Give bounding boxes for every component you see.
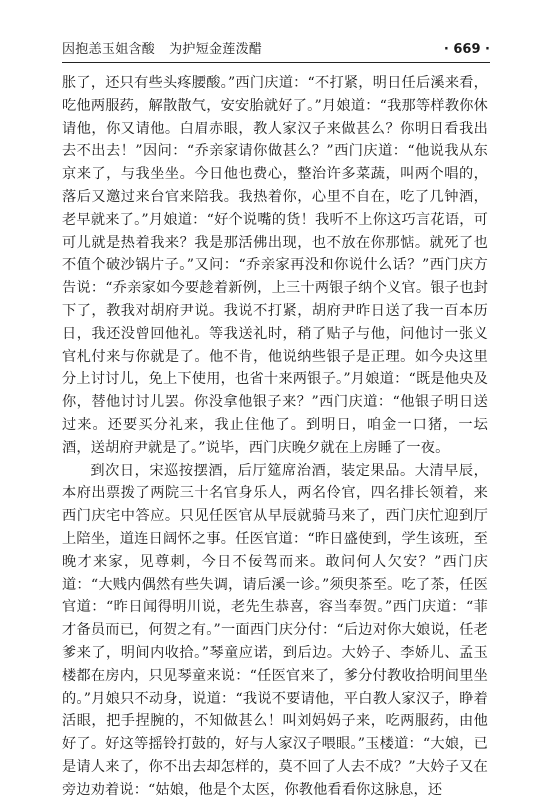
body-text bbox=[62, 72, 488, 798]
page-number: · 669 · bbox=[443, 42, 490, 57]
chapter-title bbox=[62, 38, 262, 57]
paragraph: 到次日，宋巡按摆酒，后厅筵席治酒，装定果品。大清早辰，本府出票拨了两院三十名官身乐人，两名伶官，四名排长领着，来西门庆宅中答应。只见任医官从早辰就骑马来了，西门庆忙迎到厅上陪坐，道连日阔怀之事。任医官道：“昨日盛使到，学生该班，至晚才来家，见尊刺，今日不佞驾而来。敢问何人欠安？”西门庆道：“大贱内偶然有些失调，请后溪一诊。”须臾茶至。吃了茶，任医官道：“昨日闻得明川说，老先生恭喜，容当奉贺。”西门庆道：“菲才备员而已，何贺之有。”一面西门庆分付：“后边对你大娘说，任老爹来了，明间内收拾。”琴童应诺，到后边。大妗子、李娇儿、孟玉楼都在房内，只见琴童来说：“任医官来了，爹分付教收拾明间里坐的。”月娘只不动身，说道：“我说不要请他，平白教人家汉子，睁着活眼，把手捏腕的，不知做甚么！叫刘妈妈子来，吃两服药，由他好了。好这等摇铃打鼓的，好与人家汉子喂眼。”玉楼道：“大娘，已是请人来了，你不出去却怎样的，莫不回了人去不成？”大妗子又在旁边劝着说：“姑娘，他是个太医，你教他看看你这脉息，还 bbox=[62, 462, 488, 798]
paragraph-continued: 胀了，还只有些头疼腰酸。”西门庆道：“不打紧，明日任后溪来看，吃他两服药，解散散气，安安胎就好了。”月娘道：“我那等样教你休请他，你又请他。白眉赤眼，教人家汉子来做甚么？你明日看我出去不出去！”因问：“乔亲家请你做甚么？”西门庆道：“他说我从东京来了，与我坐坐。今日他也费心，整治许多菜蔬，叫两个唱的，落后又邀过来台官来陪我。我热着你，心里不自在，吃了几钟酒，老早就来了。”月娘道：“好个说嘴的货！我听不上你这巧言花语，可可儿就是热着我来？我是那活佛出现，也不放在你那惦。就死了也不值个破沙锅片子。”又问：“乔亲家再没和你说什么话？”西门庆方告说：“乔亲家如今要趁着新例，上三十两银子纳个义官。银子也封下了，教我对胡府尹说。我说不打紧，胡府尹昨日送了我一百本历日，我还没曾回他礼。等我送礼时，稍了贴子与他，问他讨一张义官札付来与你就是了。他不肯，他说纳些银子是正理。如今央这里分上讨讨儿，免上下使用，也省十来两银子。”月娘道：“既是他央及你，替他讨讨儿罢。你没拿他银子来？”西门庆道：“他银子明日送过来。还要买分礼来，我止住他了。到明日，咱金一口猪，一坛酒，送胡府尹就是了。”说毕，西门庆晚夕就在上房睡了一夜。 bbox=[62, 75, 488, 456]
chapter-title-left: 因抱恙玉姐含酸 bbox=[62, 42, 156, 57]
running-header bbox=[62, 38, 490, 63]
chapter-title-right: 为护短金莲泼醋 bbox=[169, 42, 263, 57]
